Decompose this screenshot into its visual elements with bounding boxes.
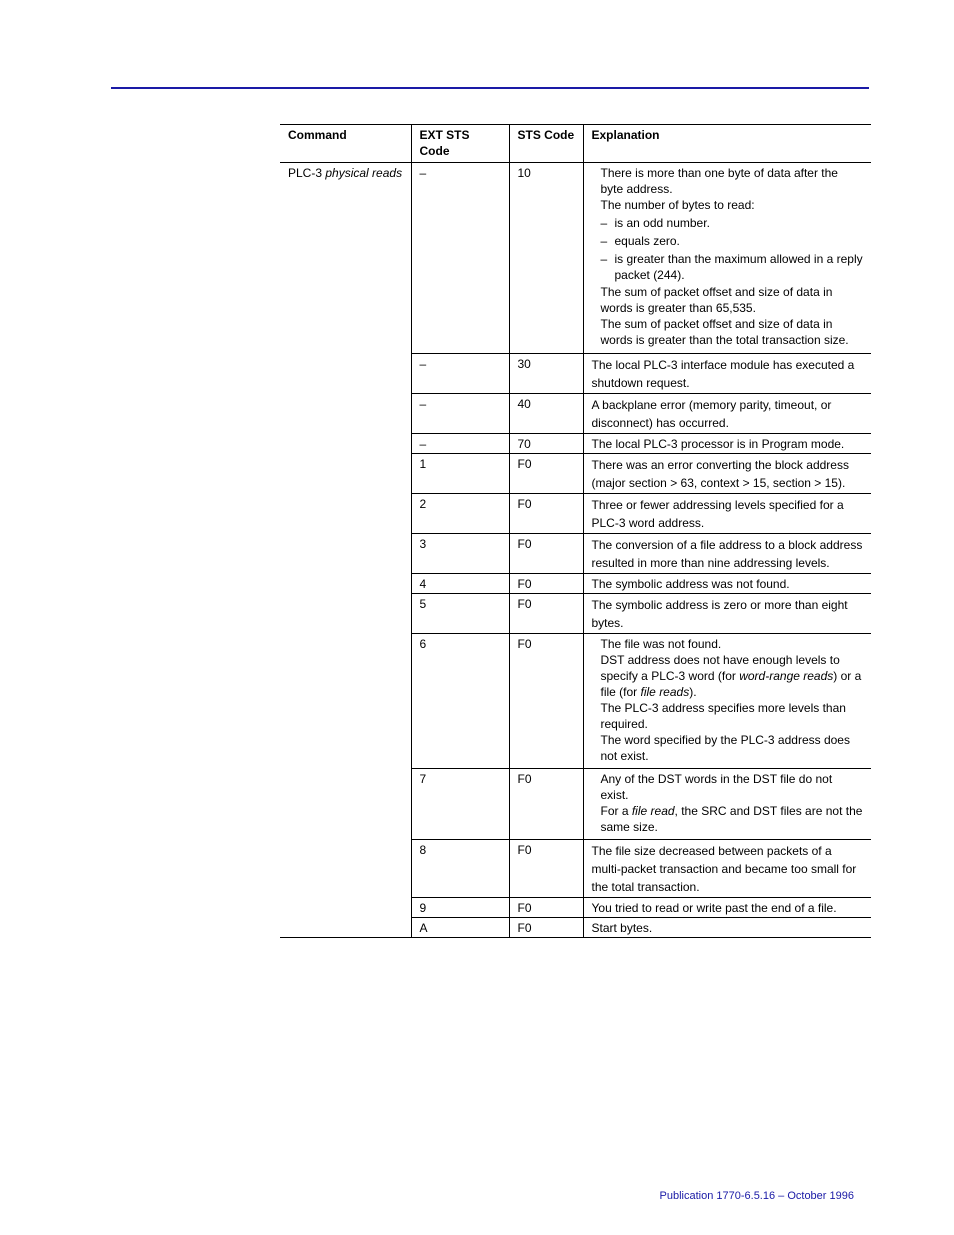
ext-sts-cell: 7 [411,769,509,840]
ext-sts-cell: 3 [411,534,509,574]
ext-sts-cell: – [411,163,509,354]
explanation-cell: There was an error converting the block address (major section > 63, context > 15, section > 15). [583,454,871,494]
sts-cell: 10 [509,163,583,354]
explanation-paragraph: The file was not found. [600,637,722,651]
explanation-paragraph: The sum of packet offset and size of data in words is greater than 65,535. [600,285,833,315]
header-explanation: Explanation [583,125,871,163]
ext-sts-cell: – [411,434,509,454]
ext-sts-cell: 1 [411,454,509,494]
sts-cell: F0 [509,769,583,840]
explanation-bullet: – is an odd number. [600,216,710,230]
explanation-paragraph: There is more than one byte of data after the byte address. [600,166,838,196]
ext-sts-cell: A [411,918,509,938]
explanation-cell: Start bytes. [583,918,871,938]
publication-footer: Publication 1770-6.5.16 – October 1996 [659,1190,854,1202]
table-header-row [280,125,871,163]
explanation-cell: The symbolic address was not found. [583,574,871,594]
explanation-cell: The local PLC-3 processor is in Program mode. [583,434,871,454]
ext-sts-cell: 9 [411,898,509,918]
table-row [280,163,871,354]
explanation-cell: The file size decreased between packets of a multi-packet transaction and became too small for the total transaction. [583,840,871,898]
explanation-bullet: – equals zero. [600,234,680,248]
explanation-cell [583,769,871,840]
explanation-paragraph: The PLC-3 address specifies more levels than required. [600,701,846,731]
top-rule [111,87,869,89]
sts-cell: F0 [509,594,583,634]
explanation-cell: The local PLC-3 interface module has executed a shutdown request. [583,354,871,394]
explanation-cell: Three or fewer addressing levels specified for a PLC-3 word address. [583,494,871,534]
sts-cell: F0 [509,898,583,918]
explanation-cell [583,163,871,354]
explanation-paragraph: The word specified by the PLC-3 address does not exist. [600,733,850,763]
error-code-table [280,124,871,938]
command-italic: physical reads [325,166,403,180]
sts-cell: F0 [509,454,583,494]
sts-cell: F0 [509,574,583,594]
explanation-paragraph: Any of the DST words in the DST file do not exist. [600,772,833,802]
explanation-paragraph: The sum of packet offset and size of data in words is greater than the total transaction size. [600,317,849,347]
ext-sts-cell: 6 [411,634,509,769]
sts-cell: 30 [509,354,583,394]
ext-sts-cell: 5 [411,594,509,634]
ext-sts-cell: 4 [411,574,509,594]
sts-cell: F0 [509,494,583,534]
header-sts-code: STS Code [509,125,583,163]
command-cell [280,163,411,938]
explanation-paragraph: For a file read, the SRC and DST files are not the same size. [600,804,863,834]
sts-cell: F0 [509,918,583,938]
explanation-cell [583,634,871,769]
explanation-cell: You tried to read or write past the end of a file. [583,898,871,918]
sts-cell: F0 [509,840,583,898]
sts-cell: 70 [509,434,583,454]
explanation-paragraph: The number of bytes to read: [600,198,755,212]
ext-sts-cell: 2 [411,494,509,534]
ext-sts-cell: – [411,394,509,434]
ext-sts-cell: – [411,354,509,394]
header-command: Command [280,125,411,163]
sts-cell: F0 [509,534,583,574]
explanation-paragraph: DST address does not have enough levels to specify a PLC-3 word (for word-range reads) or a file (for file reads). [600,653,862,699]
header-ext-sts-code: EXT STS Code [411,125,509,163]
sts-cell: F0 [509,634,583,769]
explanation-cell: A backplane error (memory parity, timeout, or disconnect) has occurred. [583,394,871,434]
explanation-cell: The conversion of a file address to a block address resulted in more than nine addressing levels. [583,534,871,574]
explanation-bullet: – is greater than the maximum allowed in a reply packet (244). [600,252,863,282]
sts-cell: 40 [509,394,583,434]
command-prefix: PLC-3 [288,166,326,180]
explanation-cell: The symbolic address is zero or more than eight bytes. [583,594,871,634]
ext-sts-cell: 8 [411,840,509,898]
